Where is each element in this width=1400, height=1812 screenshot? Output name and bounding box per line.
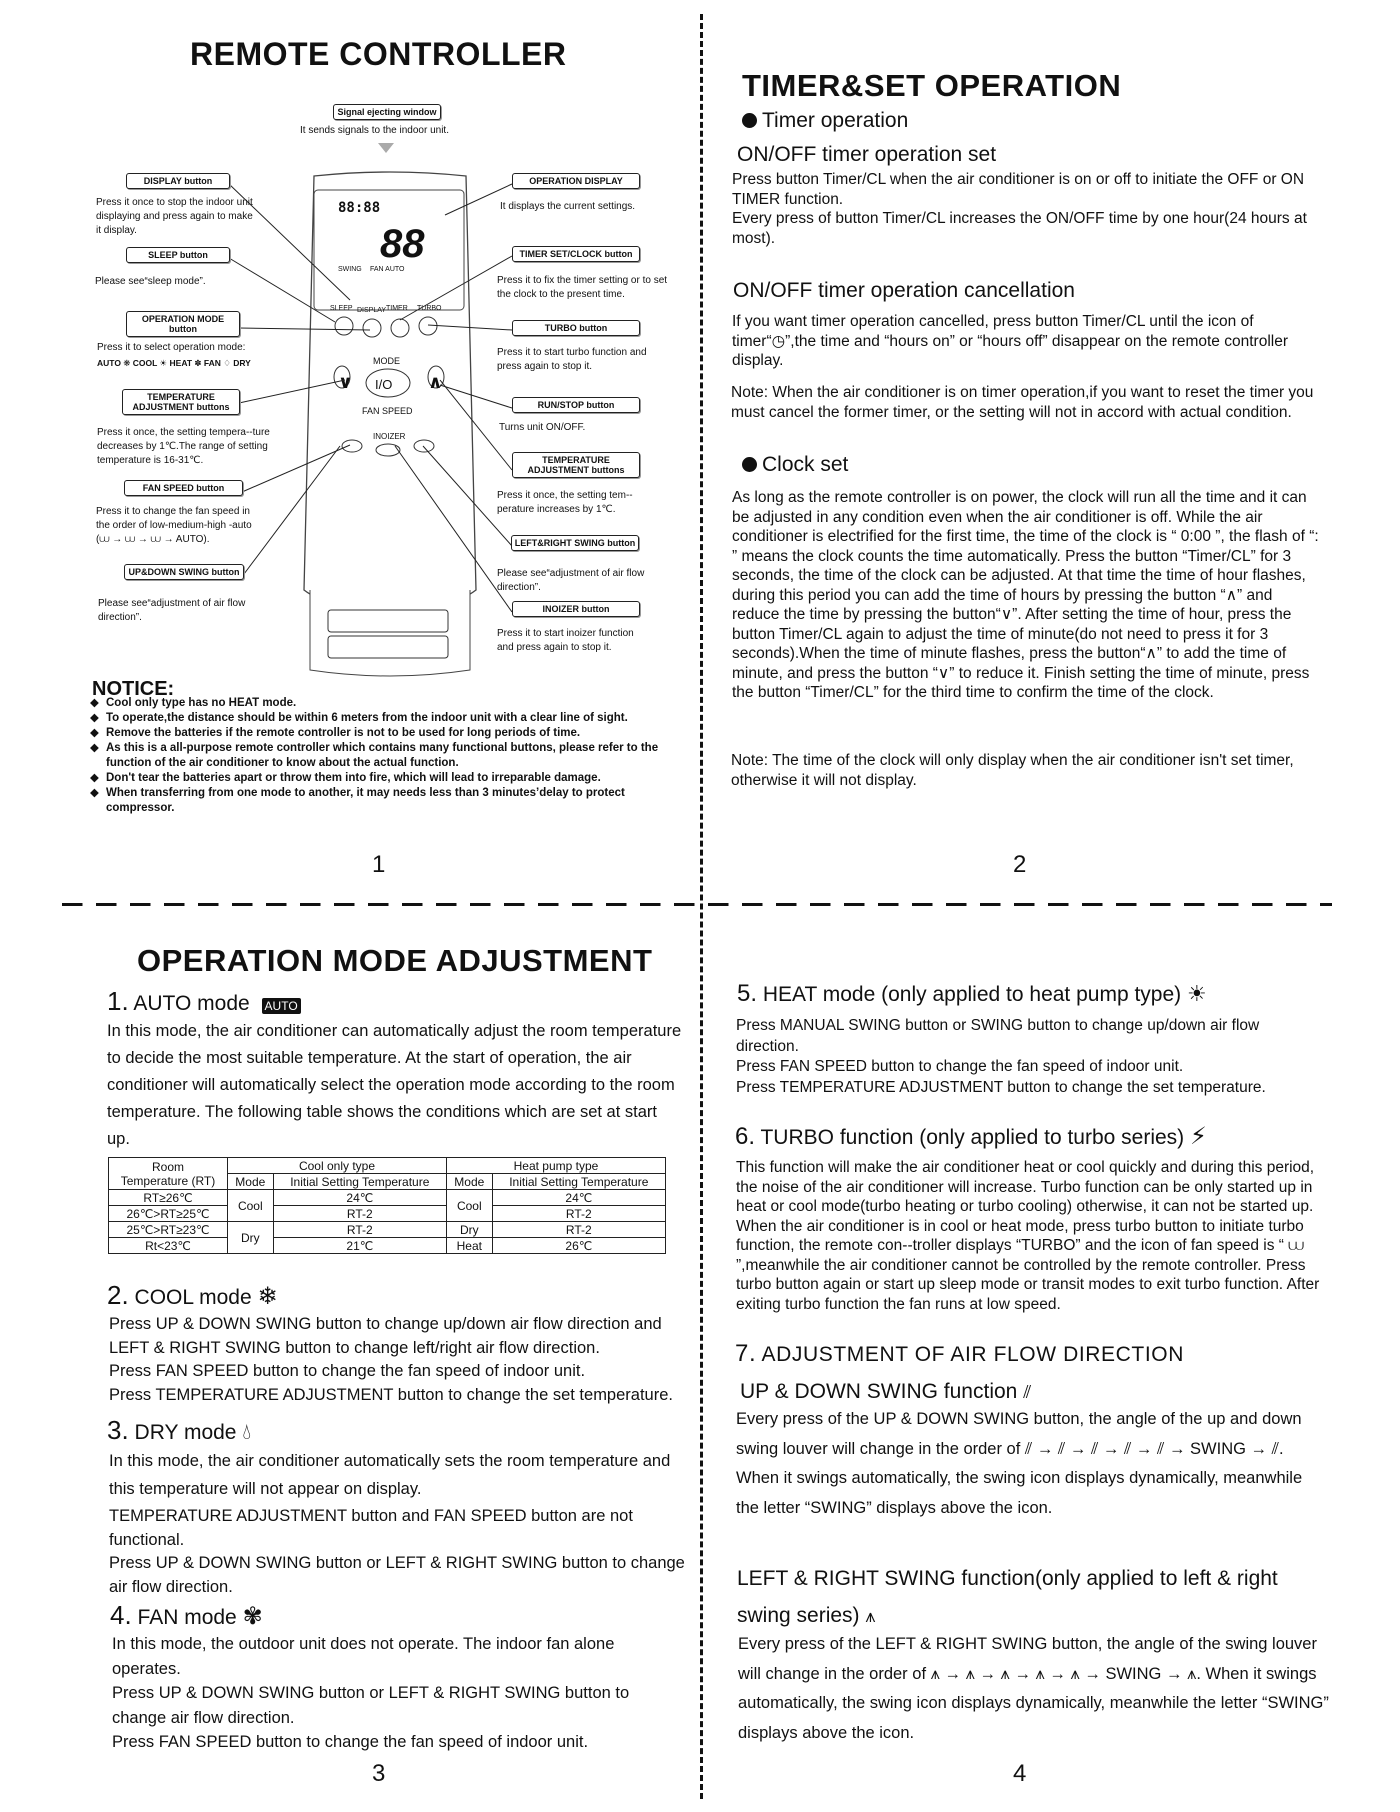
updown-swing-icon: ⫽ — [1023, 1382, 1032, 1402]
sleep-button-desc: Please see“sleep mode”. — [95, 276, 206, 287]
auto-mode-table — [108, 1157, 666, 1254]
notice-item: ◆ To operate,the distance should be within 6 meters from the indoor unit with a clear line of sight. — [90, 711, 680, 726]
vertical-divider — [700, 14, 703, 1799]
left-right-swing-text: Every press of the LEFT & RIGHT SWING button, the angle of the swing louver will change in the order of ⩚ → ⩚ → ⩚ → ⩚ → ⩚ → SWING → ⩚. When it swings automatically, the swing icon displays dynamically, meanwhile the letter “SWING” displays above the icon. — [738, 1635, 1329, 1742]
page3-title: OPERATION MODE ADJUSTMENT — [137, 943, 653, 978]
table-header-room-2: Temperature (RT) — [120, 1173, 216, 1188]
table-header-init: Initial Setting Temperature — [492, 1174, 665, 1190]
auto-icon: AUTO — [262, 998, 301, 1014]
notice-item: ◆ Remove the batteries if the remote controller is not to be used for long periods of time. — [90, 726, 680, 741]
remote-sleep-label: SLEEP — [330, 305, 353, 312]
remote-down-icon: ∨ — [338, 372, 353, 392]
updown-swing-heading: UP & DOWN SWING function ⫽ — [740, 1380, 1032, 1403]
snowflake-icon: ❄ — [257, 1283, 278, 1310]
display-button-label: DISPLAY button — [126, 173, 230, 189]
notice-list — [90, 696, 680, 816]
table-row: RT≥26℃ Cool 24℃ Cool 24℃ — [109, 1190, 666, 1206]
signal-window-label: Signal ejecting window — [333, 104, 441, 120]
left-right-swing-desc: Please see“adjustment of air flow direction”. — [497, 568, 645, 593]
notice-item: ◆ Don't tear the batteries apart or throw them into fire, which will lead to irreparable damage. — [90, 771, 680, 786]
left-right-swing-icon: ⩚ — [865, 1606, 876, 1626]
notice-item: ◆ Cool only type has no HEAT mode. — [90, 696, 680, 711]
remote-turbo-label: TURBO — [417, 305, 442, 312]
droplet-icon: 💧︎ — [242, 1419, 252, 1444]
table-header-heat-type: Heat pump type — [446, 1158, 665, 1174]
table-header-mode: Mode — [228, 1174, 274, 1190]
bullet-icon — [742, 457, 757, 472]
turbo-button-label: TURBO button — [512, 320, 640, 336]
air-flow-heading: 7. ADJUSTMENT OF AIR FLOW DIRECTION — [735, 1340, 1184, 1367]
updown-swing-button-label: UP&DOWN SWING button — [124, 564, 244, 580]
operation-mode-button-label: OPERATION MODE button — [126, 311, 240, 337]
onoff-set-text: Press button Timer/CL when the air conditioner is on or off to initiate the OFF or ON TIMER function. Every press of button Timer/CL increases the ON/OFF time by one hour(24 hours at most). — [732, 171, 1307, 247]
operation-display-label: OPERATION DISPLAY — [512, 173, 640, 189]
auto-mode-heading: 1. AUTO mode AUTO — [107, 986, 301, 1017]
remote-up-icon: ∧ — [428, 372, 443, 392]
turbo-lightning-icon: ⚡︎ — [1190, 1123, 1207, 1150]
timer-operation-heading: Timer operation — [742, 109, 908, 133]
remote-display-label: DISPLAY — [357, 307, 387, 314]
table-header-room: Room — [151, 1159, 184, 1174]
auto-mode-text: In this mode, the air conditioner can automatically adjust the room temperature to decide the most suitable temperature. At the start of operation, the air conditioner will automatically select the operation mode according to the room temperature. The following table shows the conditions which are set at start up. — [107, 1022, 682, 1148]
table-header-cool-type: Cool only type — [228, 1158, 447, 1174]
remote-timer-label: TIMER — [386, 305, 408, 312]
sleep-button-label: SLEEP button — [126, 247, 230, 263]
clock-note: Note: The time of the clock will only display when the air conditioner isn't set timer, otherwise it will not display. — [731, 752, 1294, 789]
turbo-text: This function will make the air conditioner heat or cool quickly and during this period, the noise of the air conditioner will increase. Turbo function can be only started up in heat or cool mode(turbo heating or turbo cooling) otherwise, it can not be started up. When the air conditioner is in cool or heat mode, press turbo button to initiate turbo function, the remote con--troller displays “TURBO” and the icon of fan speed is “ ⩊ ”,meanwhile the air conditioner cannot be controlled by the remote controller. Press turbo button again or start up sleep mode or transit modes to exit turbo function. After exiting turbo function the fan runs at low speed. — [736, 1159, 1320, 1313]
temp-adjust-right-desc: Press it once, the setting tem--perature increases by 1℃. — [497, 490, 633, 515]
turbo-heading: 6. TURBO function (only applied to turbo series) ⚡︎ — [735, 1123, 1207, 1150]
updown-swing-desc: Please see“adjustment of air flow direction”. — [98, 598, 246, 623]
remote-inoizer-label: INOIZER — [373, 432, 406, 441]
remote-mode-label: MODE — [373, 356, 400, 366]
notice-title: NOTICE: — [92, 678, 175, 700]
onoff-set-heading: ON/OFF timer operation set — [737, 143, 997, 166]
remote-lcd-time: 88:88 — [338, 200, 381, 216]
page-number-4: 4 — [1013, 1760, 1027, 1787]
turbo-button-desc: Press it to start turbo function and press again to stop it. — [497, 347, 647, 372]
operation-mode-list: AUTO ❋ COOL ☀ HEAT ✽ FAN ♢ DRY — [97, 358, 251, 368]
operation-display-desc: It displays the current settings. — [500, 201, 636, 212]
inoizer-button-label: INOIZER button — [512, 601, 640, 617]
timer-set-clock-label: TIMER SET/CLOCK button — [512, 246, 640, 262]
left-right-swing-heading: LEFT & RIGHT SWING function(only applied to left & right swing series) ⩚ — [737, 1567, 1278, 1627]
remote-lcd-temp: 88 — [380, 222, 425, 266]
horizontal-divider — [62, 903, 1332, 906]
remote-io-label: I/O — [375, 377, 393, 392]
updown-swing-text: Every press of the UP & DOWN SWING button, the angle of the up and down swing louver will change in the order of ⫽ → ⫽ → ⫽ → ⫽ → ⫽ → SWING → ⫽. When it swings automatically, the swing icon displays dynamically, meanwhile the letter “SWING” displays above the icon. — [736, 1410, 1303, 1517]
display-button-desc: Press it once to stop the indoor unit displaying and press again to make it display. — [96, 197, 253, 236]
dry-mode-text-2: TEMPERATURE ADJUSTMENT button and FAN SPEED button are not functional. Press UP & DOWN SWING button or LEFT & RIGHT SWING button to change air flow direction. — [109, 1507, 685, 1596]
left-right-swing-label: LEFT&RIGHT SWING button — [511, 535, 639, 551]
timer-set-clock-desc: Press it to fix the timer setting or to set the clock to the present time. — [497, 275, 668, 300]
fan-mode-text: In this mode, the outdoor unit does not operate. The indoor fan alone operates. Press UP & DOWN SWING button or LEFT & RIGHT SWING button to change air flow direction. Press FAN SPEED button to change the fan speed of indoor unit. — [112, 1635, 630, 1751]
page-number-3: 3 — [372, 1760, 386, 1787]
table-row: Rt<23℃ 21℃ Heat 26℃ — [109, 1238, 666, 1254]
page-number-2: 2 — [1013, 851, 1027, 878]
fan-icon: ✾ — [242, 1603, 263, 1630]
run-stop-desc: Turns unit ON/OFF. — [499, 422, 586, 433]
cool-mode-text: Press UP & DOWN SWING button to change up/down air flow direction and LEFT & RIGHT SWING button to change left/right air flow direction. Press FAN SPEED button to change the fan speed of indoor unit. Press TEMPERATURE ADJUSTMENT button to change the set temperature. — [109, 1315, 673, 1404]
operation-mode-desc: Press it to select operation mode: — [97, 342, 246, 353]
onoff-cancel-heading: ON/OFF timer operation cancellation — [733, 279, 1075, 302]
remote-lcd-swing: SWING — [338, 266, 362, 273]
notice-item: ◆ When transferring from one mode to another, it may needs less than 3 minutes’delay to protect compressor. — [90, 786, 680, 816]
table-row: 26℃>RT≥25℃ RT-2 RT-2 — [109, 1206, 666, 1222]
page1-title: REMOTE CONTROLLER — [190, 36, 567, 72]
remote-fanspeed-label: FAN SPEED — [362, 406, 413, 416]
fan-speed-button-label: FAN SPEED button — [124, 480, 243, 496]
temp-adjust-left-desc: Press it once, the setting tempera--ture decreases by 1℃.The range of setting temperature is 16-31℃. — [97, 427, 270, 466]
temp-adjust-left-label: TEMPERATURE ADJUSTMENT buttons — [122, 389, 240, 415]
table-row: 25℃>RT≥23℃ Dry RT-2 Dry RT-2 — [109, 1222, 666, 1238]
dry-mode-text: In this mode, the air conditioner automatically sets the room temperature and this temperature will not appear on display. — [109, 1452, 671, 1498]
clock-set-heading: Clock set — [742, 453, 848, 477]
table-header-init: Initial Setting Temperature — [273, 1174, 446, 1190]
table-header-mode: Mode — [446, 1174, 492, 1190]
timer-note: Note: When the air conditioner is on timer operation,if you want to reset the timer you must cancel the former timer, or the setting will not in accord with actual condition. — [731, 384, 1314, 421]
heat-mode-heading: 5. HEAT mode (only applied to heat pump type) ☀ — [737, 980, 1207, 1007]
clock-set-text: As long as the remote controller is on power, the clock will run all the time and it can be adjusted in any condition even when the air conditioner is off. While the air conditioner is electrified for the first time, the time of the clock is “ 0:00 ”, the flash of “: ” means the clock counts the time automatically. Press the button “Timer/CL” for 3 seconds, the time of the clock can be adjusted. At that time the time of hour flashes, during this period you can add the time of hours by pressing the button “∧” and reduce the time by pressing the button“∨”. After setting the time of hour, press the button Timer/CL again to adjust the time of minute(do not need to press it for 3 seconds).When the time of minute flashes, press the button“∧” to add the time of minute, and press the button “∨” to reduce it. Finish setting the time of minute, press the button “Timer/CL” for the third time to confirm the time of the clock. — [732, 489, 1319, 701]
remote-lcd-fanauto: FAN AUTO — [370, 266, 405, 273]
sun-icon: ☀ — [1187, 981, 1207, 1006]
run-stop-button-label: RUN/STOP button — [512, 397, 640, 413]
onoff-cancel-text: If you want timer operation cancelled, press button Timer/CL until the icon of timer“◷”,the time and “hours on” or “hours off” disappear on the remote controller display. — [732, 313, 1288, 369]
fan-speed-desc: Press it to change the fan speed in the order of low-medium-high -auto (⩊ → ⩊ → ⩊ → AUTO). — [96, 506, 252, 545]
page2-title: TIMER&SET OPERATION — [742, 68, 1122, 103]
fan-mode-heading: 4. FAN mode ✾ — [110, 1600, 263, 1630]
dry-mode-heading: 3. DRY mode 💧︎ — [107, 1415, 252, 1445]
notice-item: ◆ As this is a all-purpose remote controller which contains many functional buttons, please refer to the function of the air conditioner to know about the actual function. — [90, 741, 680, 771]
bullet-icon — [742, 113, 757, 128]
signal-window-desc: It sends signals to the indoor unit. — [300, 125, 449, 136]
inoizer-button-desc: Press it to start inoizer function and press again to stop it. — [497, 628, 634, 653]
temp-adjust-right-label: TEMPERATURE ADJUSTMENT buttons — [512, 452, 640, 478]
page-number-1: 1 — [372, 851, 386, 878]
cool-mode-heading: 2. COOL mode ❄ — [107, 1280, 278, 1310]
heat-mode-text: Press MANUAL SWING button or SWING button to change up/down air flow direction. Press FAN SPEED button to change the fan speed of indoor unit. Press TEMPERATURE ADJUSTMENT button to change the set temperature. — [736, 1017, 1266, 1096]
